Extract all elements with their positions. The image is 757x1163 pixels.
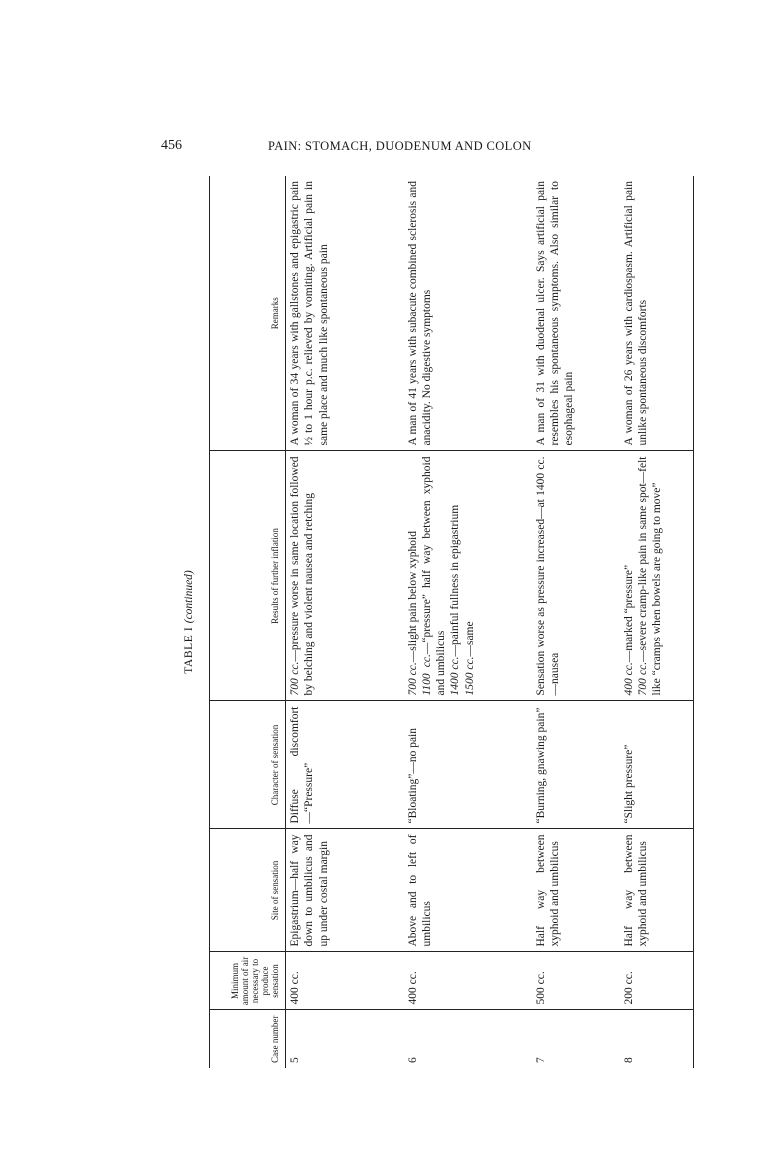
cell-remarks: A woman of 26 years with cardiospasm. Artificial pain unlike spontaneous discomforts	[622, 181, 649, 446]
header-site: Site of sensation	[210, 829, 286, 952]
header-row	[210, 176, 286, 1068]
cell-remarks: A man of 41 years with subacute combined sclerosis and anacidity. No digestive symptoms	[406, 181, 433, 446]
cell-results	[286, 451, 404, 701]
table-title	[175, 176, 203, 1068]
table-row	[404, 176, 532, 1068]
cell-site: Epigastrium—half way down to umbilicus and up under costal margin	[286, 829, 404, 952]
cell-case: 5	[286, 1010, 404, 1068]
cell-character: “Bloating”—no pain	[404, 701, 532, 829]
cell-air: 400 cc.	[404, 952, 532, 1010]
rotated-table-block	[175, 176, 664, 1068]
table-title-label: TABLE I	[183, 626, 195, 674]
cell-case: 7	[532, 1010, 620, 1068]
cell-site: Half way between xyphoid and umbilicus	[532, 829, 620, 952]
header-minimum-air: Minimum amount of air necessary to produce sensation	[210, 952, 286, 1010]
cell-air: 500 cc.	[532, 952, 620, 1010]
result-line: 400 cc.—marked “pressure”	[622, 564, 635, 696]
cell-site: Above and to left of umbilicus	[404, 829, 532, 952]
cell-site: Half way between xyphoid and umbilicus	[620, 829, 694, 952]
header-remarks: Remarks	[210, 176, 286, 451]
result-line: 1400 cc.—painful fullness in epigastrium	[449, 504, 462, 696]
cell-case: 6	[404, 1010, 532, 1068]
cell-character: Diffuse discomfort—“Pressure”	[286, 701, 404, 829]
header-character: Character of sensation	[210, 701, 286, 829]
result-line: 1500 cc.—same	[463, 621, 476, 696]
cell-case: 8	[620, 1010, 694, 1068]
result-line: Sensation worse as pressure increased—at 1400 cc.—nausea	[534, 456, 561, 696]
running-head: PAIN: STOMACH, DUODENUM AND COLON	[268, 139, 532, 153]
data-table	[209, 176, 694, 1068]
cell-results	[404, 451, 532, 701]
result-line: 700 cc.—pressure worse in same location followed by belching and violent nausea and retching	[289, 456, 316, 696]
result-line: 700 cc.—severe cramp-like pain in same spot—felt like “cramps when bowels are going to move”	[636, 456, 664, 696]
cell-results	[532, 451, 620, 701]
page-number: 456	[161, 138, 182, 153]
header-case-number: Case number	[210, 1010, 286, 1068]
table-row	[620, 176, 694, 1068]
cell-air: 400 cc.	[286, 952, 404, 1010]
cell-character: “Slight pressure”	[620, 701, 694, 829]
cell-character: “Burning, gnawing pain”	[532, 701, 620, 829]
cell-remarks: A woman of 34 years with gallstones and epigastric pain ½ to 1 hour p.c. relieved by vomiting. Artificial pain in same place and much like spontaneous pain	[289, 181, 330, 446]
table-row	[286, 176, 404, 1068]
cell-remarks: A man of 31 with duodenal ulcer. Says artificial pain resembles his spontaneous symptoms. Also similar to esophageal pain	[534, 181, 576, 446]
table-title-suffix: (continued)	[183, 570, 195, 624]
header-results: Results of further inflation	[210, 451, 286, 701]
cell-air: 200 cc.	[620, 952, 694, 1010]
table-row	[532, 176, 620, 1068]
result-line: 1100 cc.—“pressure” half way between xyphoid and umbilicus	[420, 456, 448, 696]
result-line: 700 cc.—slight pain below xyphoid	[406, 530, 419, 696]
cell-results	[620, 451, 694, 701]
